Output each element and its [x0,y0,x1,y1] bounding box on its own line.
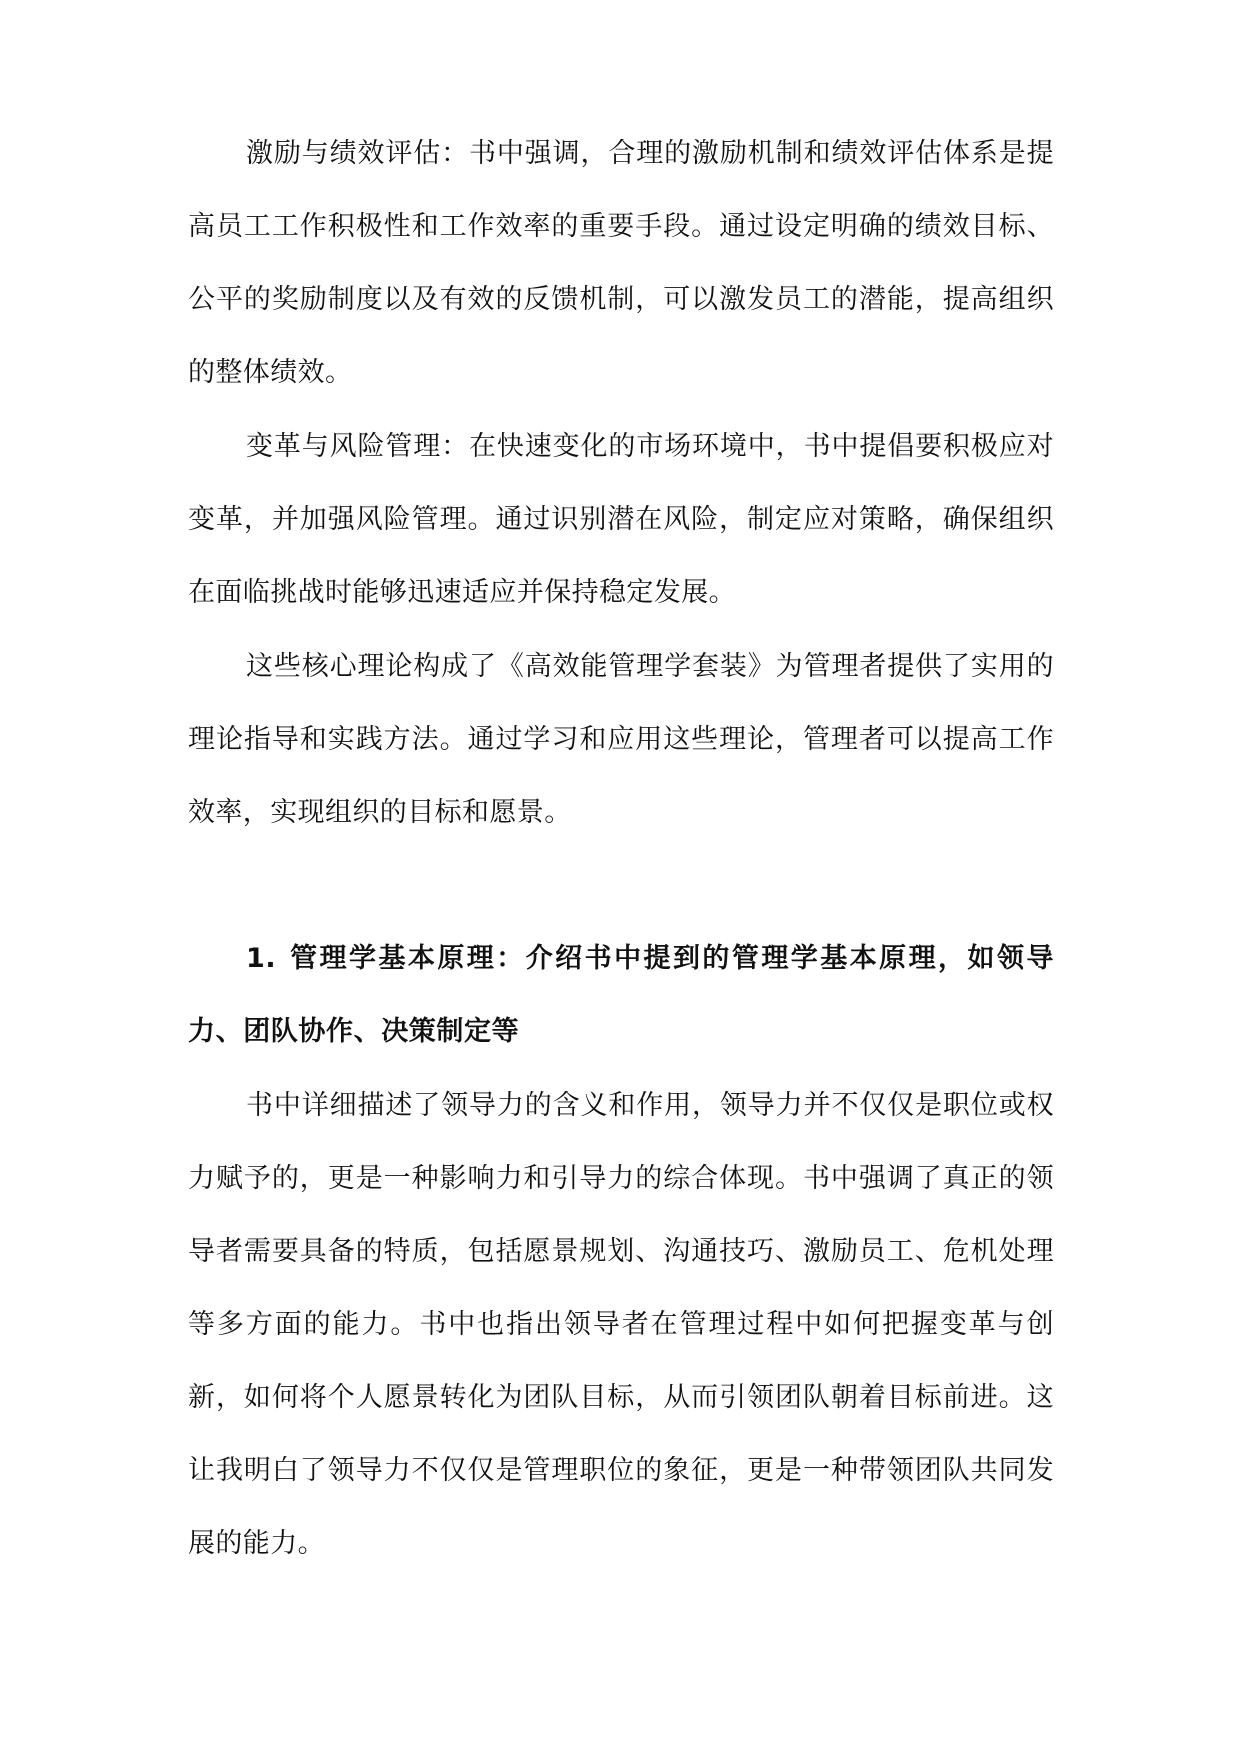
paragraph-incentive-performance: 激励与绩效评估：书中强调，合理的激励机制和绩效评估体系是提高员工工作积极性和工作效率的重要手段。通过设定明确的绩效目标、公平的奖励制度以及有效的反馈机制，可以激发员工的潜能，提高组织的整体绩效。 [188,138,1054,388]
section-heading [188,922,1054,1068]
section-heading-number: 1. [246,943,277,974]
section-heading-text: 管理学基本原理：介绍书中提到的管理学基本原理，如领导力、团队协作、决策制定等 [188,943,1054,1047]
paragraph-core-theories: 这些核心理论构成了《高效能管理学套装》为管理者提供了实用的理论指导和实践方法。通过学习和应用这些理论，管理者可以提高工作效率，实现组织的目标和愿景。 [188,651,1054,828]
paragraph-change-risk: 变革与风险管理：在快速变化的市场环境中，书中提倡要积极应对变革，并加强风险管理。通过识别潜在风险，制定应对策略，确保组织在面临挑战时能够迅速适应并保持稳定发展。 [188,431,1054,608]
paragraph-leadership: 书中详细描述了领导力的含义和作用，领导力并不仅仅是职位或权力赋予的，更是一种影响力和引导力的综合体现。书中强调了真正的领导者需要具备的特质，包括愿景规划、沟通技巧、激励员工、危机处理等多方面的能力。书中也指出领导者在管理过程中如何把握变革与创新，如何将个人愿景转化为团队目标，从而引领团队朝着目标前进。这让我明白了领导力不仅仅是管理职位的象征，更是一种带领团队共同发展的能力。 [188,1090,1054,1559]
